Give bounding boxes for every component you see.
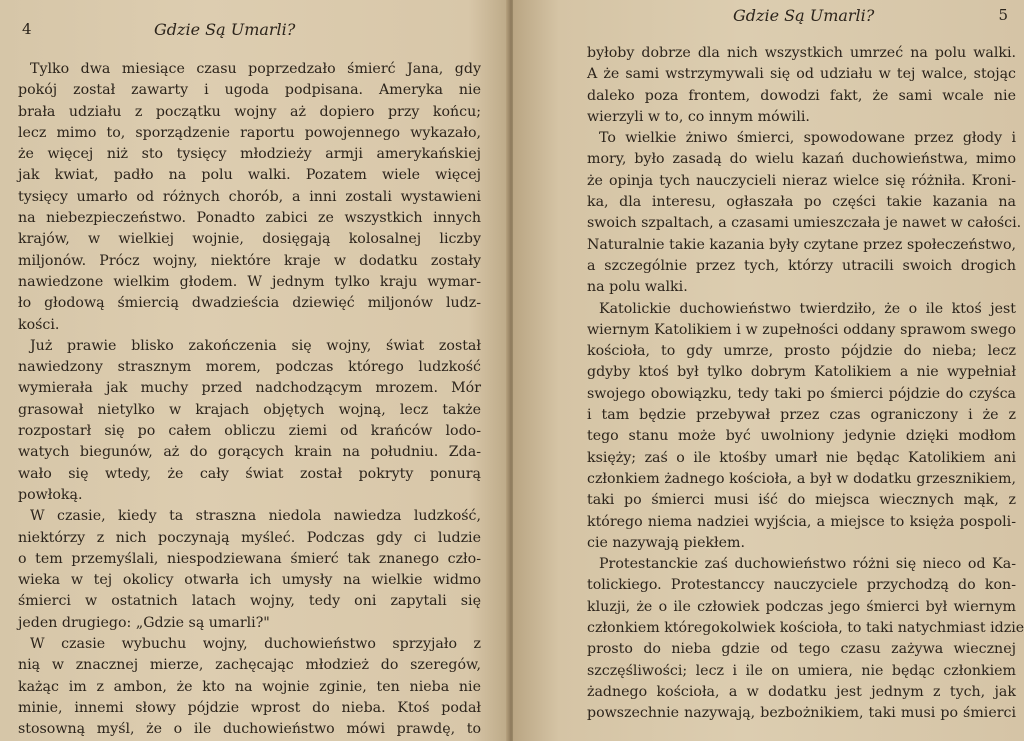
text-line: krajów, w wielkiej wojnie, dosięgają kolosalnej liczby [18, 231, 481, 248]
paragraph [587, 128, 1022, 298]
left-page-header [18, 0, 481, 44]
text-line: nawiedzone wielkim głodem. W jednym tylko kraju wymar- [18, 273, 481, 290]
paragraph [587, 299, 1016, 555]
text-line: tysięcy umarło od różnych chorób, a inni zostali wystawieni [18, 188, 481, 205]
right-page-number: 5 [998, 6, 1008, 24]
text-line: a szczególnie przez tych, którzy utracili swoich drogich [587, 257, 1016, 274]
text-line: tego stanu może być uwolniony jedynie dzięki modłom [587, 428, 1016, 445]
text-line: niektórzy z nich poczynają myśleć. Podczas gdy ci ludzie [18, 529, 481, 546]
text-line: kluzji, że o ile człowiek podczas jego śmierci był wiernym [587, 598, 1016, 615]
text-line: swojego obowiązku, tedy taki po śmierci pójdzie do czyśca [587, 385, 1016, 402]
text-line: Protestanckie zaś duchowieństwo różni się nieco od Ka- [599, 556, 1016, 573]
paragraph [587, 554, 1024, 724]
text-line: ło głodową śmiercią dwadzieścia dziewięć miljonów ludz- [18, 295, 481, 312]
left-page-number: 4 [22, 20, 32, 38]
right-body-text [587, 43, 1024, 725]
text-line: gdyby ktoś był tylko dobrym Katolikiem a nie wypełniał [587, 364, 1016, 381]
text-line: kościoła, to gdy umrze, prosto pójdzie do nieba; lecz [587, 343, 1016, 360]
left-page [0, 0, 509, 741]
text-line: grasował nietylko w krajach objętych wojną, lecz także [18, 401, 481, 418]
text-line: wało się wtedy, że cały świat został pokryty ponurą [18, 465, 481, 482]
text-line: na polu walki. [587, 279, 688, 296]
text-line: że opinja tych nauczycieli nieraz wielce się różniła. Kroni- [587, 172, 1016, 189]
text-line: stosowną myśl, że o ile duchowieństwo mówi prawdę, to [18, 721, 481, 738]
right-page [513, 0, 1024, 741]
text-line: o tem przemyślali, niespodziewana śmierć tak znanego czło- [18, 550, 481, 567]
text-line: tolickiego. Protestanccy nauczyciele przychodzą do kon- [587, 577, 1016, 594]
text-line: cie nazywają piekłem. [587, 534, 746, 551]
text-line: wiernym Katolikiem i w zupełności oddany sprawom swego [587, 321, 1016, 338]
paragraph [18, 506, 481, 634]
text-line: nią w znacznej mierze, zachęcając młodzież do szeregów, [18, 657, 481, 674]
text-line: To wielkie żniwo śmierci, spowodowane przez głody i [599, 130, 1016, 147]
paragraph [18, 336, 481, 506]
left-running-title: Gdzie Są Umarli? [154, 20, 296, 39]
text-line: żadnego kościoła, a w dodatku jest jednym z tych, jak [587, 683, 1016, 700]
text-line: lecz mimo to, sporządzenie raportu powojennego wykazało, [18, 124, 481, 141]
right-page-header [587, 0, 1016, 44]
text-line: prosto do nieba gdzie od tego czasu zażywa wiecznej [587, 641, 1016, 658]
text-line: Naturalnie takie kazania były czytane przez społeczeństwo, [587, 236, 1016, 253]
text-line: Już prawie blisko zakończenia się wojny, świat został [30, 337, 481, 354]
text-line: księży; zaś o ile ktośby umarł nie będąc Katolikiem ani [587, 449, 1016, 466]
text-line: brała udziału z początku wojny aż dopiero przy końcu; [18, 103, 481, 120]
text-line: nawiedzony strasznym morem, podczas którego ludzkość [18, 359, 481, 376]
text-line: członkiem żadnego kościoła, a był w dodatku grzesznikiem, [587, 470, 1016, 487]
text-line: wieka w tej okolicy otwarła ich umysły na wielkie widmo [18, 572, 481, 589]
text-line: watych biegunów, aż do gorących krain na południu. Zda- [18, 444, 481, 461]
text-line: A że sami wstrzymywali się od udziału w tej walce, stojąc [587, 66, 1016, 83]
text-line: jak kwiat, padło na polu walki. Pozatem wiele więcej [18, 167, 481, 184]
text-line: powszechnie nazywają, bezbożnikiem, taki musi po śmierci [587, 705, 1016, 722]
text-line: W czasie wybuchu wojny, duchowieństwo sprzyjało z [30, 636, 481, 653]
text-line: miljonów. Prócz wojny, niektóre kraje w dodatku zostały [18, 252, 481, 269]
text-line: pokój został zawarty i ugoda podpisana. Ameryka nie [18, 82, 481, 99]
left-body-text [18, 59, 481, 741]
text-line: członkiem któregokolwiek kościoła, to taki natychmiast idzie [587, 620, 1024, 637]
text-line: i tam będzie przebywał przez czas ograniczony i że z [587, 407, 1016, 424]
text-line: Tylko dwa miesiące czasu poprzedzało śmierć Jana, gdy [30, 61, 481, 77]
text-line: minie, innemi słowy pójdzie wprost do nieba. Ktoś podał [18, 699, 481, 716]
text-line: mory, było zasadą do wielu kazań duchowieństwa, mimo [587, 151, 1016, 168]
paragraph [18, 634, 481, 740]
text-line: wymierała jak muchy przed nadchodzącym mrozem. Mór [18, 380, 481, 397]
text-line: daleko poza frontem, dowodzi fakt, że sami wcale nie [587, 87, 1016, 104]
text-line: powłoką. [18, 486, 83, 503]
text-line: Katolickie duchowieństwo twierdziło, że o ile ktoś jest [599, 300, 1016, 317]
text-line: kości. [18, 316, 60, 333]
text-line: swoich szpaltach, a czasami umieszczała je nawet w całości. [587, 215, 1022, 232]
text-line: W czasie, kiedy ta straszna niedola nawiedza ludzkość, [30, 508, 481, 525]
text-line: na niebezpieczeństwo. Ponadto zabici ze wszystkich innych [18, 210, 481, 227]
text-line: którego niema nadziei wyjścia, a miejsce to księża pospoli- [587, 513, 1016, 530]
text-line: śmierci w ostatnich latach wojny, tedy oni zapytali się [18, 593, 481, 610]
paragraph [18, 59, 481, 336]
text-line: szczęśliwości; lecz i ile on umiera, nie będąc członkiem [587, 662, 1016, 679]
text-line: taki po śmierci musi iść do miejsca wiecznych mąk, z [587, 492, 1016, 509]
text-line: ka, dla interesu, ogłaszała po części takie kazania na [587, 194, 1016, 211]
text-line: jeden drugiego: „Gdzie są umarli?" [18, 614, 270, 631]
right-running-title: Gdzie Są Umarli? [733, 6, 875, 25]
text-line: wierzyli w to, co innym mówili. [587, 108, 810, 125]
text-line: rozpostarł się po całem obliczu ziemi od krańców lodo- [18, 423, 481, 440]
text-line: byłoby dobrze dla nich wszystkich umrzeć na polu walki. [587, 45, 1016, 61]
text-line: każąc im z ambon, że kto na wojnie zginie, ten nieba nie [18, 678, 481, 695]
paragraph [587, 43, 1016, 128]
text-line: że więcej niż sto tysięcy młodzieży armji amerykańskiej [18, 146, 481, 163]
